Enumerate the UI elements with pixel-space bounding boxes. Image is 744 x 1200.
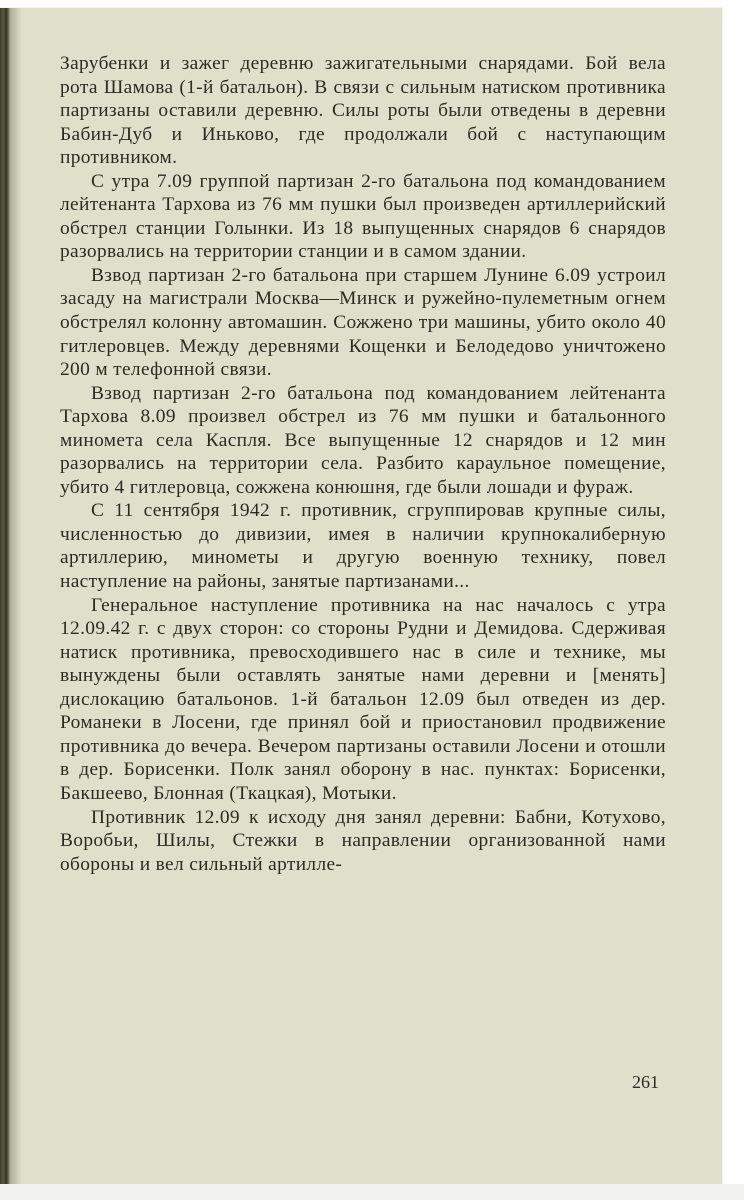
paragraph: Противник 12.09 к исходу дня занял деревни: Бабни, Котухово, Воробьи, Шилы, Стежки в направлении организованной нами обороны и вел сильный артилле- xyxy=(60,806,666,875)
viewer-bottom-strip xyxy=(0,1184,744,1200)
book-binding-edge xyxy=(0,8,10,1184)
paragraph: С 11 сентября 1942 г. противник, сгруппировав крупные силы, численностью до дивизии, имея в наличии крупнокалиберную артиллерию, минометы и другую военную технику, повел наступление на районы, занятые партизанами... xyxy=(60,500,666,593)
binding-shadow xyxy=(10,8,22,1184)
page-number: 261 xyxy=(632,1072,659,1092)
paragraph: Взвод партизан 2-го батальона под командованием лейтенанта Тархова 8.09 произвел обстрел из 76 мм пушки и батальонного миномета села Каспля. Все выпущенные 12 снарядов и 12 мин разорвались на территории села. Разбито караульное помещение, убито 4 гитлеровца, сожжена конюшня, где были лошади и фураж. xyxy=(60,382,666,498)
book-page xyxy=(0,8,722,1184)
page-text-block xyxy=(60,52,666,876)
paragraph: Генеральное наступление противника на нас началось с утра 12.09.42 г. с двух сторон: со стороны Рудни и Демидова. Сдерживая натиск противника, превосходившего нас в силе и технике, мы вынуждены были оставлять занятые нами деревни и [менять] дислокацию батальонов. 1-й батальон 12.09 был отведен из дер. Романеки в Лосени, где принял бой и приостановил продвижение противника до вечера. Вечером партизаны оставили Лосени и отошли в дер. Борисенки. Полк занял оборону в нас. пунктах: Борисенки, Бакшеево, Блонная (Ткацкая), Мотыки. xyxy=(60,594,666,804)
paragraph: С утра 7.09 группой партизан 2-го батальона под командованием лейтенанта Тархова из 76 мм пушки был произведен артиллерийский обстрел станции Голынки. Из 18 выпущенных снарядов 6 снарядов разорвались на территории станции и в самом здании. xyxy=(60,170,666,263)
paragraph: Взвод партизан 2-го батальона при старшем Лунине 6.09 устроил засаду на магистрали Москва—Минск и ружейно-пулеметным огнем обстрелял колонну автомашин. Сожжено три машины, убито около 40 гитлеровцев. Между деревнями Кощенки и Белодедово уничтожено 200 м телефонной связи. xyxy=(60,264,666,381)
paragraph-continued: Зарубенки и зажег деревню зажигательными снарядами. Бой вела рота Шамова (1-й батальон). В связи с сильным натиском противника партизаны оставили деревню. Силы роты были отведены в деревни Бабин-Дуб и Иньково, где продолжали бой с наступающим противником. xyxy=(60,53,666,169)
